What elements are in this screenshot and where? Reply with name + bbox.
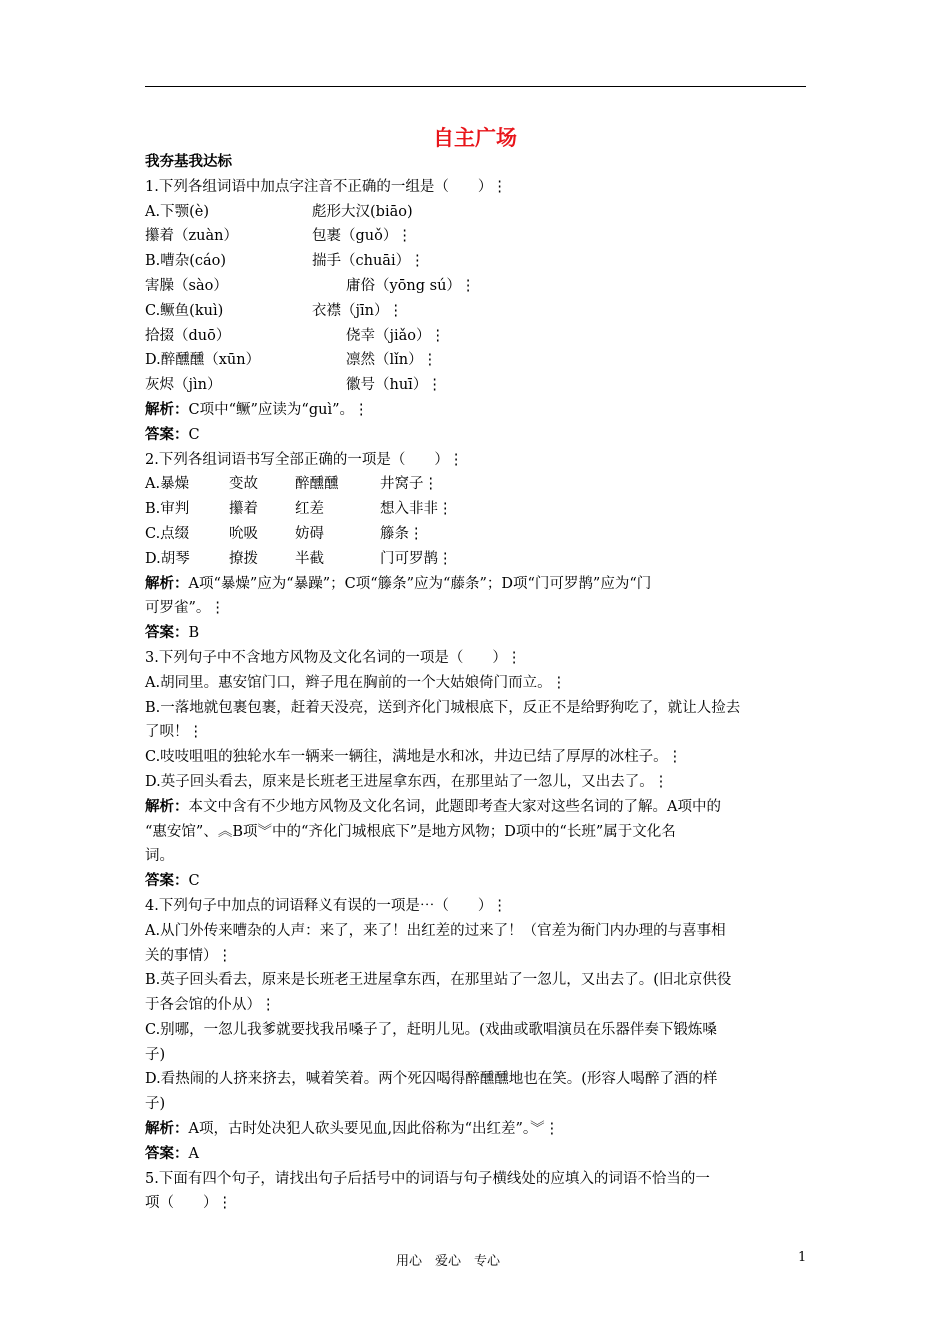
line-text: “惠安馆”、︽B项︾中的“齐化门城根底下”是地方风物；D项中的“长班”属于文化名 xyxy=(145,823,676,840)
option-cell: 井窝子⋮ xyxy=(380,476,438,493)
answer-label: 解析： xyxy=(145,1121,189,1138)
text-line xyxy=(145,770,807,795)
line-text: 项（ ）⋮ xyxy=(145,1195,232,1212)
line-text: 1.下列各组词语中加点字注音不正确的一组是（ ）⋮ xyxy=(145,178,507,195)
line-text: C xyxy=(188,426,200,443)
option-cell: C.点缀 xyxy=(145,525,190,542)
option-cell: 害臊（sào） xyxy=(145,277,228,294)
line-text: A项“暴燥”应为“暴躁”；C项“籐条”应为“藤条”；D项“门可罗鹊”应为“门 xyxy=(188,575,652,592)
answer-label: 答案： xyxy=(145,1145,189,1162)
line-text: C.吱吱咀咀的独轮水车一辆来一辆往，满地是水和冰，井边已结了厚厚的冰柱子。⋮ xyxy=(145,749,683,766)
option-cell: B.审判 xyxy=(145,501,190,518)
footer-motto: 用心 爱心 专心 xyxy=(396,1254,501,1269)
answer-label: 解析： xyxy=(145,798,189,815)
answer-label: 解析： xyxy=(145,575,189,592)
option-cell: 想入非非⋮ xyxy=(380,501,453,518)
answer-label: 解析： xyxy=(145,401,189,418)
option-cell: 吮吸 xyxy=(229,525,258,542)
text-line xyxy=(145,646,807,671)
text-line xyxy=(145,696,807,721)
option-cell: 揣手（chuāi）⋮ xyxy=(312,253,425,270)
line-text: D.英子回头看去，原来是长班老王进屋拿东西，在那里站了一忽儿，又出去了。⋮ xyxy=(145,773,669,790)
text-line xyxy=(145,993,807,1018)
option-cell: 变故 xyxy=(229,476,258,493)
option-cell: 凛然（lǐn）⋮ xyxy=(346,352,438,369)
text-line xyxy=(145,1092,807,1117)
option-cell: 红差 xyxy=(295,501,324,518)
text-line xyxy=(145,944,807,969)
answer-label: 答案： xyxy=(145,625,189,642)
line-text: 关的事情）⋮ xyxy=(145,947,232,964)
option-cell: D.胡琴 xyxy=(145,550,190,567)
text-line xyxy=(145,522,807,547)
line-text: 本文中含有不少地方风物及文化名词，此题即考查大家对这些名词的了解。A项中的 xyxy=(188,798,721,815)
line-text: C.别哪，一忽儿我爹就要找我吊嗓子了，赶明儿见。(戏曲或歌唱演员在乐器伴奏下锻炼嗓 xyxy=(145,1021,717,1038)
text-line xyxy=(145,572,807,597)
text-line xyxy=(145,274,807,299)
text-line xyxy=(145,175,807,200)
option-cell: D.醉醺醺（xūn） xyxy=(145,352,261,369)
text-line xyxy=(145,1142,807,1167)
text-line xyxy=(145,224,807,249)
text-line xyxy=(145,423,807,448)
text-line xyxy=(145,1191,807,1216)
line-text: 2.下列各组词语书写全部正确的一项是（ ）⋮ xyxy=(145,451,464,468)
line-text: 4.下列句子中加点的词语释义有误的一项是⋯（ ）⋮ xyxy=(145,897,507,914)
text-line xyxy=(145,1043,807,1068)
line-text: 于各会馆的仆从）⋮ xyxy=(145,997,276,1014)
option-cell: 包裹（guǒ）⋮ xyxy=(312,228,412,245)
line-text: B.一落地就包裹包裹，赶着天没亮，送到齐化门城根底下，反正不是给野狗吃了，就让人捡去 xyxy=(145,699,741,716)
line-text: 5.下面有四个句子，请找出句子后括号中的词语与句子横线处的应填入的词语不恰当的一 xyxy=(145,1170,710,1187)
text-line xyxy=(145,720,807,745)
text-line xyxy=(145,200,807,225)
option-cell: 徽号（huī）⋮ xyxy=(346,377,442,394)
text-line xyxy=(145,348,807,373)
text-line xyxy=(145,547,807,572)
section-heading: 我夯基我达标 xyxy=(145,154,232,170)
text-line xyxy=(145,1018,807,1043)
option-cell: A.下颚(è) xyxy=(145,203,209,220)
text-line xyxy=(145,472,807,497)
text-line xyxy=(145,1167,807,1192)
text-line xyxy=(145,324,807,349)
option-cell: 撩拨 xyxy=(229,550,258,567)
option-cell: 彪形大汉(biāo) xyxy=(312,203,413,220)
line-text: B xyxy=(188,625,200,642)
option-cell: 侥幸（jiǎo）⋮ xyxy=(346,327,446,344)
text-line xyxy=(145,1117,807,1142)
text-line xyxy=(145,795,807,820)
line-text: 了呗！⋮ xyxy=(145,724,203,741)
text-line xyxy=(145,820,807,845)
text-line xyxy=(145,249,807,274)
text-line xyxy=(145,844,807,869)
line-text: A项，古时处决犯人砍头要见血,因此俗称为“出红差”。︾⋮ xyxy=(188,1121,560,1138)
text-line xyxy=(145,497,807,522)
line-text: D.看热闹的人挤来挤去，喊着笑着。两个死囚喝得醉醺醺地也在笑。(形容人喝醉了酒的样 xyxy=(145,1071,718,1088)
line-text: 子) xyxy=(145,1096,166,1113)
option-cell: 籐条⋮ xyxy=(380,525,424,542)
text-line xyxy=(145,1067,807,1092)
answer-label: 答案： xyxy=(145,426,189,443)
text-line xyxy=(145,448,807,473)
line-text: C项中“鳜”应读为“guì”。⋮ xyxy=(188,401,369,418)
text-line xyxy=(145,894,807,919)
line-text: B.英子回头看去，原来是长班老王进屋拿东西，在那里站了一忽儿，又出去了。(旧北京供役 xyxy=(145,972,732,989)
text-line xyxy=(145,596,807,621)
line-text: 子) xyxy=(145,1046,166,1063)
option-cell: 门可罗鹊⋮ xyxy=(380,550,453,567)
option-cell: 攥着 xyxy=(229,501,258,518)
option-cell: C.鳜鱼(kuì) xyxy=(145,302,224,319)
option-cell: 半截 xyxy=(295,550,324,567)
text-line xyxy=(145,968,807,993)
line-text: A xyxy=(188,1145,199,1162)
question-lines xyxy=(145,175,807,1216)
text-line xyxy=(145,869,807,894)
line-text: 词。 xyxy=(145,848,174,865)
line-text: A.从门外传来嘈杂的人声：来了，来了！出红差的过来了！（官差为衙门内办理的与喜事相 xyxy=(145,922,726,939)
option-cell: 灰烬（jìn） xyxy=(145,377,222,394)
text-line xyxy=(145,398,807,423)
line-text: A.胡同里。惠安馆门口，辫子甩在胸前的一个大姑娘倚门而立。⋮ xyxy=(145,674,567,691)
line-text: C xyxy=(188,873,200,890)
page-title: 自主广场 xyxy=(433,126,517,150)
option-cell: 妨碍 xyxy=(295,525,324,542)
option-cell: B.嘈杂(cáo) xyxy=(145,253,227,270)
option-cell: 攥着（zuàn） xyxy=(145,228,238,245)
answer-label: 答案： xyxy=(145,873,189,890)
line-text: 3.下列句子中不含地方风物及文化名词的一项是（ ）⋮ xyxy=(145,649,522,666)
text-line xyxy=(145,299,807,324)
option-cell: 醉醺醺 xyxy=(295,476,339,493)
text-line xyxy=(145,671,807,696)
option-cell: 庸俗（yōng sú）⋮ xyxy=(346,277,476,294)
text-line xyxy=(145,373,807,398)
header-rule xyxy=(145,86,806,87)
page-number: 1 xyxy=(798,1250,807,1265)
document-body xyxy=(145,150,807,1216)
text-line xyxy=(145,919,807,944)
option-cell: A.暴燥 xyxy=(145,476,190,493)
option-cell: 拾掇（duō） xyxy=(145,327,231,344)
option-cell: 衣襟（jīn）⋮ xyxy=(312,302,403,319)
text-line xyxy=(145,745,807,770)
text-line xyxy=(145,621,807,646)
line-text: 可罗雀”。⋮ xyxy=(145,600,225,617)
